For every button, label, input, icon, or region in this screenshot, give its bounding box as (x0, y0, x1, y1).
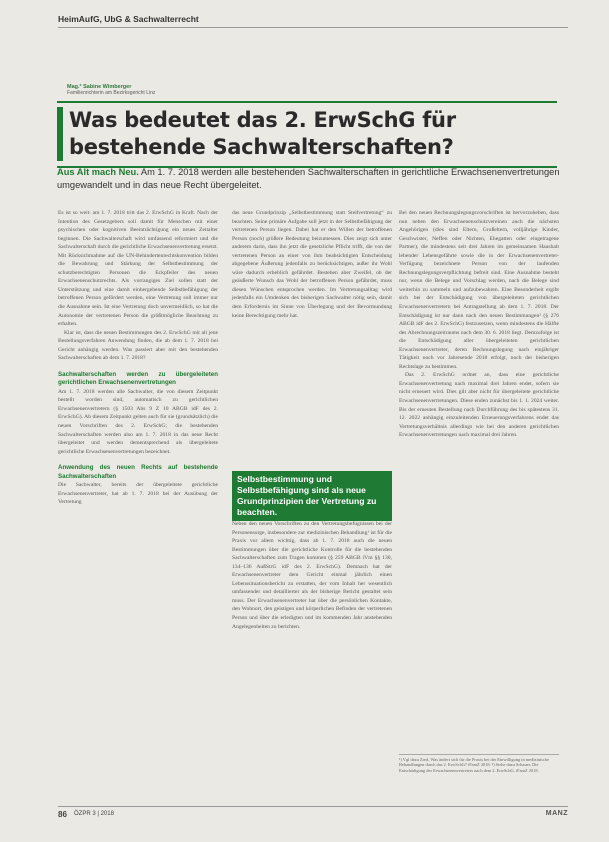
running-head: HeimAufG, UbG & Sachwalterrecht (58, 14, 568, 28)
column-2-lower (232, 520, 392, 631)
journal-issue: ÖZPR 3 | 2018 (74, 811, 114, 817)
pull-quote: Selbstbestimmung und Selbstbefähigung sind als neue Grundprinzipien der Vertretung zu beachten. (232, 471, 392, 521)
col1-paragraph-3: Am 1. 7. 2018 werden alle Sachwalter, die von diesem Zeitpunkt bestellt worden sind, automatisch zu gerichtlichen Erwachsenenvertretern (§ 1503 Abs 9 Z 10 ABGB idF des 2. ErwSchG). Ab diesem Zeitpunkt gelten auch für sie (grundsätzlich) die neuen Vorschriften des 2. ErwSchG; die bestehenden Sachwalterschaften werden also am 1. 7. 2018 in das neue Recht übergeleitet und werden dementsprechend als übergeleitete gerichtliche Erwachsenenvertretungen bezeichnet. (58, 388, 218, 455)
column-2 (232, 209, 392, 320)
column-1 (58, 209, 218, 507)
col3-paragraph-2: Das 2. ErwSchG ordnet an, dass eine gerichtliche Erwachsenenvertretung nach maximal drei Jahren endet, sofern sie nicht erneuert wird. Dies gilt aber nicht für übergeleitete gerichtliche Erwachsenenvertretungen. Diese enden zunächst bis 1. 1. 2024 weiter. Bis der erneuten Bestellung nach Durchführung des bis spätestens 31. 12. 2022 anhängig einzuleitenden Erneuerungsverfahrens endet das Vertretungsverhältnis allerdings wie bei den anderen gerichtlichen Erwachsenenvertretungen nach maximal drei Jahren. (399, 372, 559, 439)
title-accent-bar (57, 107, 63, 161)
author-name: Mag.ª Sabine Wimberger (67, 84, 132, 90)
col3-paragraph-1: Bei den neuen Rechnungslegungsvorschriften ist hervorzuheben, dass nun neben den Erwachsenenschutzvereinen auch die nächsten Angehörigen (dies sind Eltern, Großeltern, volljährige Kinder, Geschwister, Neffen oder Nichten, Ehegatten oder eingetragene Partner), die mindestens seit drei Jahren im gemeinsamen Haushalt lebender Lebensgefährte sowie die in der Erwachsenenvertreter-Verfügung bezeichnete Person von der laufenden Rechnungslegungsverpflichtung befreit sind. Eine Ausnahme besteht nur, wenn die Belege und Vorschlag werden, nach die Belege sind weiterhin zu sammeln und aufzubewahren. Eine Besonderheit ergibt sich bei der Entschädigung von übergeleiteten gerichtlichen Erwachsenenvertretern bei Antragstellung ab dem 1. 7. 2018. Der Entschädigung ist nur dann nach den neuen Bestimmungen² (§ 276 ABGB idF des 2. ErwSchG) festzusetzen, wenn mindestens die Hälfte des Abrechnungszeitraums nach dem 30. 6. 2018 liegt. Demzufolge ist die Entschädigung aller übergeleiteten gerichtlichen Erwachsenenvertreter, deren Rechnungslegung nach einjähriger Tätigkeit noch vor Jahresende 2018 erfolgt, noch der bisherigen Rechtslage zu bestimmen. (399, 210, 559, 370)
col1-paragraph-1: Es ist so weit: am 1. 7. 2018 tritt das 2. ErwSchG in Kraft. Nach der Intention des Gesetzgebers soll damit für Menschen mit einer psychischen oder kognitiven Beeinträchtigung ein neues Zeitalter beginnen. Die Sachwalterschaft wird umfassend reformiert und die Sachwalterschaft durch die gerichtliche Erwachsenenvertretung ersetzt. Mit Rücksichtnahme auf die UN-Behindertenrechtskonvention bilden die Bewahrung und Stärkung der Selbstbestimmung der schutzberechtigten Personen die Eckpfeiler des neuen Erwachsenenschutzrechts. Als vorrangiges Ziel sollen statt der Unterstützung und eine damit einhergehende Selbstbefähigung der betroffenen Person gefördert werden, eine Vertretung soll immer nur die Ausnahme sein. Ist eine Vertretung doch unvermeidlich, so hat die Autonomie der vertretenen Person die größtmögliche Beachtung zu erhalten. (58, 210, 218, 328)
col2-paragraph-1: das neue Grundprinzip „Selbstbestimmung statt Stellvertretung“ zu beachten. Seine primäre Aufgabe soll jetzt in der Selbstbefähigung der vertretenen Person liegen. Dabei hat er den Willen der betroffenen Person (noch) größere Bedeutung beizumessen. Dies zeigt sich unter anderem darin, dass ihn jetzt die gesetzliche Pflicht trifft, die von der vertretenen Person an einer von ihm beabsichtigten Entscheidung abgegebene Äußerung jedenfalls zu berücksichtigen, außer ihr Wohl wäre dadurch erheblich gefährdet. Bestehen aber Zweifel, ob der geäußerte Wunsch das Wohl der betroffenen Person gefährdet, muss diesen Wünschen entsprochen werden. Im Vertretungsalltag wird jedenfalls ein Umdenken des bisherigen Sachwalter nötig sein, damit dem Erfordernis im Sinne von Überlegung und der Bevormundung keine Berechtigung mehr hat. (232, 210, 392, 319)
col2-paragraph-2: Neben den neuen Vorschriften zu den Vertretungsbefugnissen bei der Personensorge, insbesondere zur medizinischen Behandlung¹ ist für die Praxis vor allem wichtig, dass ab 1. 7. 2018 auch die neuen Bestimmungen über die gerichtliche Kontrolle für die bestehenden Sachwalterschaften zum Tragen kommen (§ 259 ABGB iVm §§ 130, 134–136 AußStrG idF des 2. ErwSchG). Demnach hat der Erwachsenenvertreter dem Gericht einmal jährlich einen Lebenssituationsbericht zu erstatten, der vom Inhalt her wesentlich umfassender und detaillierter als der bisherige Bericht gestaltet sein muss. Der Erwachsenenvertreter hat über die persönlichen Kontakte, den Wohnort, den geistigen und körperlichen Befinden der vertretenen Person und über die erledigten und im kommenden Jahr anstehenden Angelegenheiten zu berichten. (232, 521, 392, 630)
footnotes: ¹) Vgl dazu Zierl, Was ändert sich für die Praxis bei der Einwilligung in medizinische Behandlungen durch das 2. ErwSchG? iFamZ 2018. ²) Siehe dazu Schauer, Die Entschädigung des Erwachsenenvertreters nach dem 2. ErwSchG, iFamZ 2018. (399, 754, 559, 773)
lead-paragraph (57, 166, 567, 191)
author-role: Familienrichterin am Bezirksgericht Linz (67, 90, 156, 96)
author-block (67, 84, 155, 96)
article-title: Was bedeutet das 2. ErwSchG für bestehende Sachwalterschaften? (69, 108, 456, 159)
col1-subheading-2: Anwendung des neuen Rechts auf bestehende Sachwalterschaften (58, 464, 218, 480)
title-box (57, 101, 557, 168)
lead-text: Am 1. 7. 2018 werden alle bestehenden Sachwalterschaften in gerichtliche Erwachsenenvertretungen umgewandelt und in das neue Recht übergeleitet. (57, 167, 560, 190)
col1-paragraph-4: Die Sachwalter, bereits der übergeleitete gerichtliche Erwachsenenvertreter, hat ab 1. 7. 2018 bei der Ausübung der Vertretung (58, 482, 218, 506)
column-3 (399, 209, 559, 440)
col1-paragraph-2: Klar ist, dass die neuen Bestimmungen des 2. ErwSchG mit all jene Bestellungsverfahren Anwendung finden, die ab dem 1. 7. 2018 bei Gericht anhängig werden. Was passiert aber mit den bestehenden Sachwalterschaften ab dem 1. 7. 2018? (58, 329, 218, 362)
page-footer (58, 806, 568, 819)
col1-subheading-1: Sachwalterschaften werden zu übergeleiteten gerichtlichen Erwachsenenvertretungen (58, 370, 218, 387)
publisher-logo: MANZ (545, 810, 568, 817)
page-number: 86 (58, 810, 67, 819)
lead-kicker: Aus Alt mach Neu. (57, 167, 139, 177)
